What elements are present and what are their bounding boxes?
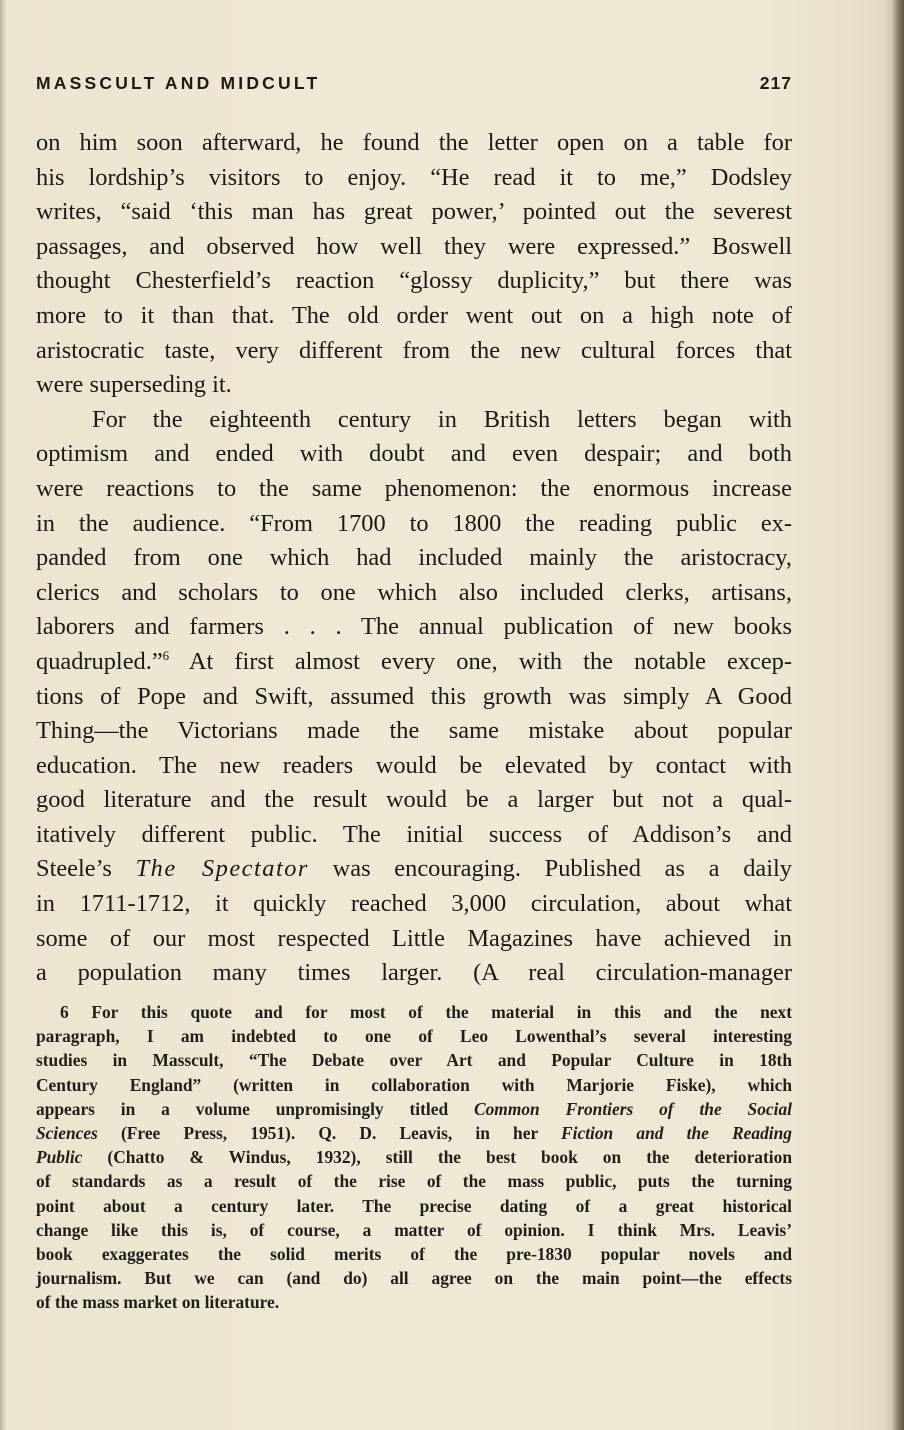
page-left-edge xyxy=(0,0,6,1430)
body-text xyxy=(36,126,792,991)
text-line: laborers and farmers . . . The annual publication of new books xyxy=(36,613,792,641)
text-line: optimism and ended with doubt and even despair; and both xyxy=(36,440,792,468)
text-line: aristocratic taste, very different from the new cultural forces that xyxy=(36,336,792,364)
page-spine-shadow xyxy=(882,0,904,1430)
footnote-line: 6 For this quote and for most of the material in this and the next xyxy=(60,1002,792,1022)
footnote-line: paragraph, I am indebted to one of Leo Lowenthal’s several interesting xyxy=(36,1026,792,1047)
footnote-line: journalism. But we can (and do) all agree on the main point—the effects xyxy=(36,1268,792,1289)
running-head xyxy=(36,68,792,98)
text-fragment: quadrupled.” xyxy=(36,647,163,675)
text-line xyxy=(36,852,792,887)
paragraph-1 xyxy=(36,126,792,403)
text-fragment: At first almost every one, with the notable excep- xyxy=(169,647,792,675)
text-line: For the eighteenth century in British letters began with xyxy=(92,405,792,433)
book-title: Sciences xyxy=(36,1123,98,1144)
text-line: were reactions to the same phenomenon: the enormous increase xyxy=(36,474,792,502)
footnote-line: point about a century later. The precise dating of a great historical xyxy=(36,1195,792,1216)
footnote-line: of the mass market on literature. xyxy=(36,1292,280,1313)
footnote-line: Century England” (written in collaboration with Marjorie Fiske), which xyxy=(36,1074,792,1095)
paragraph-2 xyxy=(36,403,792,991)
text-fragment: Steele’s xyxy=(36,855,112,883)
book-title: Public xyxy=(36,1147,83,1168)
text-fragment: (Chatto & Windus, 1932), still the best book on the deterioration xyxy=(107,1147,792,1168)
text-line: panded from one which had included mainly the aristocracy, xyxy=(36,544,792,572)
book-title: Common Frontiers of the Social xyxy=(474,1098,792,1119)
text-line: writes, “said ‘this man has great power,’ pointed out the severest xyxy=(36,198,792,226)
text-line xyxy=(36,645,792,680)
text-line: good literature and the result would be a larger but not a qual- xyxy=(36,786,792,814)
footnote-reference[interactable]: 6 xyxy=(162,647,170,663)
footnote-line: change like this is, of course, a matter of opinion. I think Mrs. Leavis’ xyxy=(36,1219,792,1240)
page-number: 217 xyxy=(759,73,792,93)
text-line: itatively different public. The initial success of Addison’s and xyxy=(36,820,792,848)
periodical-title: The Spectator xyxy=(135,855,309,883)
footnote-line: book exaggerates the solid merits of the pre-1830 popular novels and xyxy=(36,1244,792,1265)
text-line: in the audience. “From 1700 to 1800 the reading public ex- xyxy=(36,509,792,537)
footnote-line xyxy=(36,1145,792,1169)
text-line: clerics and scholars to one which also included clerks, artisans, xyxy=(36,578,792,606)
footnote-line xyxy=(36,1097,792,1121)
book-title: Fiction and the Reading xyxy=(561,1123,792,1144)
text-line: thought Chesterfield’s reaction “glossy duplicity,” but there was xyxy=(36,267,792,295)
text-line: a population many times larger. (A real circulation-manager xyxy=(36,959,792,987)
text-line: more to it than that. The old order went out on a high note of xyxy=(36,301,792,329)
text-line: tions of Pope and Swift, assumed this growth was simply A Good xyxy=(36,682,792,710)
text-fragment: appears in a volume unpromisingly titled xyxy=(36,1098,449,1119)
text-line: Thing—the Victorians made the same mistake about popular xyxy=(36,717,792,745)
footnote xyxy=(36,1000,792,1315)
footnote-line xyxy=(36,1121,792,1145)
text-line: in 1711-1712, it quickly reached 3,000 circulation, about what xyxy=(36,890,792,918)
text-line: were superseding it. xyxy=(36,371,232,399)
text-fragment: (Free Press, 1951). Q. D. Leavis, in her xyxy=(121,1123,538,1144)
text-line: on him soon afterward, he found the letter open on a table for xyxy=(36,129,792,156)
text-line: his lordship’s visitors to enjoy. “He read it to me,” Dodsley xyxy=(36,163,792,191)
footnote-line: of standards as a result of the rise of the mass public, puts the turning xyxy=(36,1171,792,1192)
text-line: education. The new readers would be elevated by contact with xyxy=(36,751,792,779)
text-line: passages, and observed how well they were expressed.” Boswell xyxy=(36,232,792,260)
running-head-title: MASSCULT AND MIDCULT xyxy=(36,73,321,93)
footnote-line: studies in Masscult, “The Debate over Art and Popular Culture in 18th xyxy=(36,1050,792,1071)
text-fragment: was encouraging. Published as a daily xyxy=(308,855,792,883)
text-line: some of our most respected Little Magazines have achieved in xyxy=(36,924,792,952)
